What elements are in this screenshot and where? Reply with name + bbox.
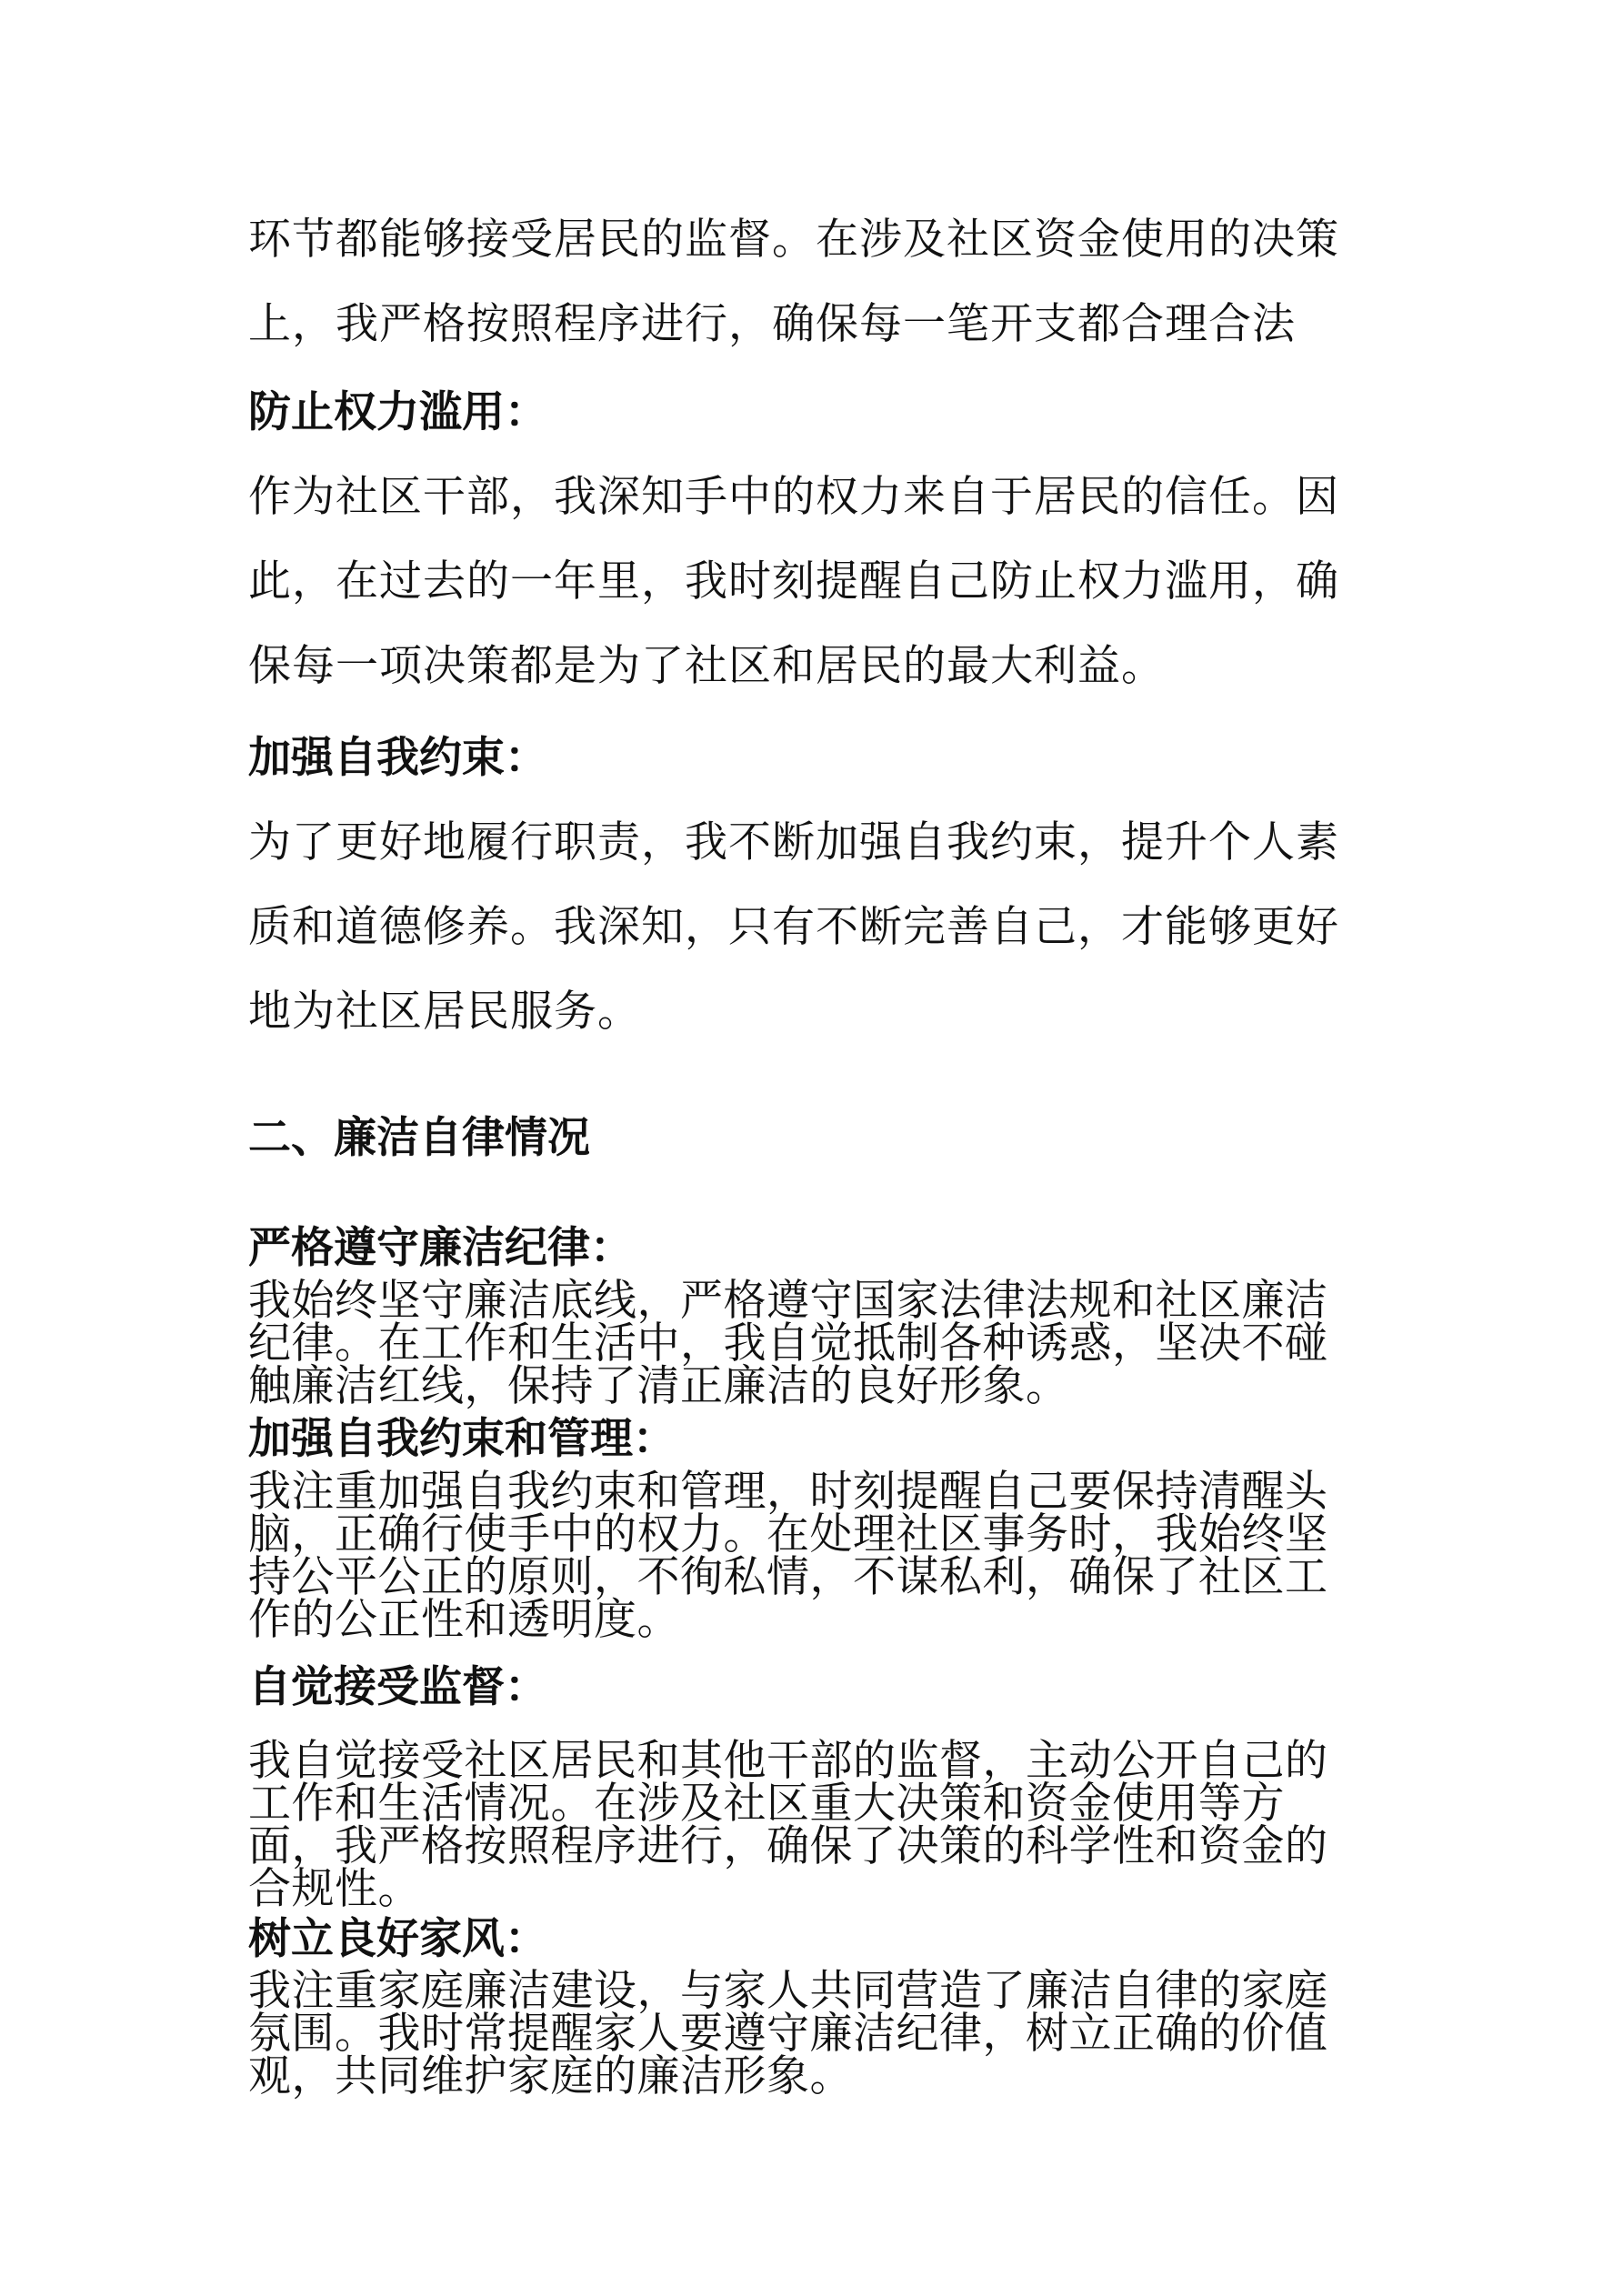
heading-supervision: 自觉接受监督：	[248, 1662, 547, 1712]
heading-self-management: 加强自我约束和管理：	[248, 1414, 676, 1464]
paragraph-line: 触廉洁红线，保持了清正廉洁的良好形象。	[248, 1361, 1069, 1411]
heading-family: 树立良好家风：	[248, 1914, 547, 1964]
paragraph-line: 我自觉接受社区居民和其他干部的监督，主动公开自己的	[248, 1736, 1328, 1786]
paragraph-line: 氛围。我时常提醒家人要遵守廉洁纪律，树立正确的价值	[248, 2009, 1328, 2059]
paragraph-line: 作为社区干部，我深知手中的权力来自于居民的信任。因	[248, 472, 1339, 522]
supervision-paragraph	[248, 1736, 1376, 1914]
paragraph-line: 为了更好地履行职责，我不断加强自我约束，提升个人素	[248, 817, 1339, 867]
prevent-abuse-paragraph	[248, 455, 1376, 708]
intro-paragraph	[248, 197, 1376, 366]
paragraph-line: 脑，正确行使手中的权力。在处理社区事务时，我始终坚	[248, 1509, 1328, 1559]
paragraph-line: 合规性。	[248, 1864, 421, 1914]
paragraph-line: 我注重家庭廉洁建设，与家人共同营造了廉洁自律的家庭	[248, 1966, 1328, 2016]
paragraph-line: 面，我严格按照程序进行，确保了决策的科学性和资金的	[248, 1821, 1328, 1871]
paragraph-line: 我注重加强自我约束和管理，时刻提醒自己要保持清醒头	[248, 1467, 1328, 1517]
paragraph-line: 上，我严格按照程序进行，确保每一笔开支都合理合法	[248, 299, 1296, 349]
self-management-paragraph	[248, 1467, 1376, 1645]
heading-prevent-abuse: 防止权力滥用：	[248, 387, 547, 437]
paragraph-line: 此，在过去的一年里，我时刻提醒自己防止权力滥用，确	[248, 556, 1339, 607]
paragraph-line: 保每一项决策都是为了社区和居民的最大利益。	[248, 641, 1165, 691]
heading-self-restraint: 加强自我约束：	[248, 733, 547, 783]
heading-discipline: 严格遵守廉洁纪律：	[248, 1223, 633, 1273]
paragraph-line: 质和道德修养。我深知，只有不断完善自己，才能够更好	[248, 902, 1339, 952]
paragraph-line: 工作和生活情况。在涉及社区重大决策和资金使用等方	[248, 1779, 1285, 1829]
paragraph-line: 作的公正性和透明度。	[248, 1595, 680, 1645]
discipline-paragraph	[248, 1276, 1376, 1411]
section-title: 二、廉洁自律情况	[248, 1113, 590, 1163]
paragraph-line: 观，共同维护家庭的廉洁形象。	[248, 2051, 853, 2101]
paragraph-line: 地为社区居民服务。	[248, 987, 641, 1037]
paragraph-line: 我始终坚守廉洁底线，严格遵守国家法律法规和社区廉洁	[248, 1276, 1328, 1326]
paragraph-line: 纪律。在工作和生活中，我自觉抵制各种诱惑，坚决不碰	[248, 1318, 1328, 1369]
self-restraint-paragraph	[248, 800, 1376, 1054]
family-paragraph	[248, 1966, 1376, 2101]
paragraph-line: 持公平公正的原则，不徇私情，不谋私利，确保了社区工	[248, 1552, 1328, 1602]
paragraph-line: 环节都能够接受居民的监督。在涉及社区资金使用的决策	[248, 215, 1339, 265]
